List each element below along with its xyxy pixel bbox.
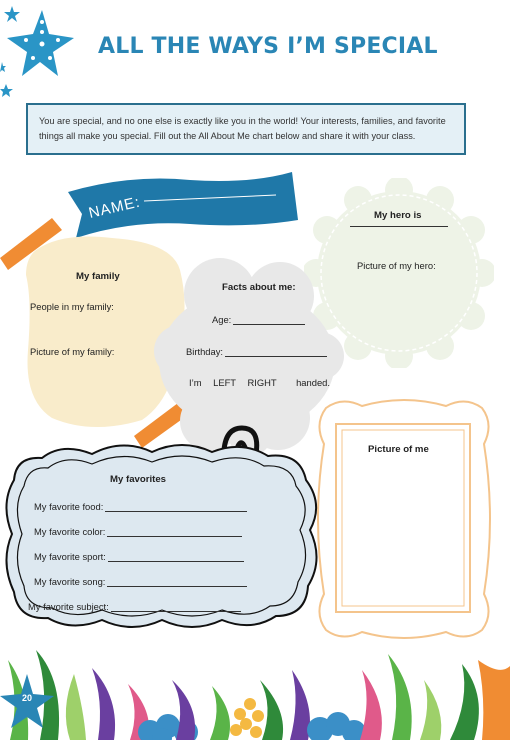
page-title: ALL THE WAYS I’M SPECIAL bbox=[98, 34, 438, 59]
small-star-icon bbox=[0, 62, 6, 72]
food-line[interactable] bbox=[105, 511, 247, 512]
hero-picture-label: Picture of my hero: bbox=[357, 260, 436, 271]
family-picture-label: Picture of my family: bbox=[30, 346, 115, 357]
hero-heading: My hero is bbox=[374, 210, 422, 221]
name-label: NAME: bbox=[87, 193, 143, 222]
facts-age-label: Age: bbox=[212, 314, 305, 325]
starfish-decoration bbox=[0, 0, 90, 100]
color-line[interactable] bbox=[107, 536, 242, 537]
tape-decoration bbox=[0, 212, 70, 272]
seaweed-decoration bbox=[0, 640, 510, 740]
age-line[interactable] bbox=[233, 324, 305, 325]
favorites-heading: My favorites bbox=[110, 474, 166, 485]
picture-of-me-label: Picture of me bbox=[368, 444, 429, 455]
sport-line[interactable] bbox=[108, 561, 244, 562]
family-people-label: People in my family: bbox=[30, 301, 114, 312]
favorite-food-row: My favorite food: bbox=[34, 501, 247, 512]
starfish-icon bbox=[7, 10, 74, 76]
page-number: 20 bbox=[21, 693, 32, 703]
favorite-song-row: My favorite song: bbox=[34, 576, 247, 587]
favorite-color-row: My favorite color: bbox=[34, 526, 242, 537]
picture-frame bbox=[312, 394, 496, 644]
small-star-icon bbox=[0, 84, 13, 97]
subject-line[interactable] bbox=[111, 611, 241, 612]
left-option[interactable]: LEFT bbox=[213, 377, 236, 388]
family-heading: My family bbox=[76, 271, 120, 282]
small-star-icon bbox=[4, 6, 20, 22]
birthday-line[interactable] bbox=[225, 356, 327, 357]
favorite-subject-row: My favorite subject: bbox=[28, 601, 241, 612]
facts-hand-row: I’m LEFT RIGHT handed. bbox=[189, 377, 330, 388]
facts-heading: Facts about me: bbox=[222, 282, 296, 293]
intro-box: You are special, and no one else is exactly like you in the world! Your interests, families, and favorite things all make you special. Fill out the All About Me chart below and share it with your class. bbox=[26, 103, 466, 155]
facts-birthday-label: Birthday: bbox=[186, 346, 327, 357]
song-line[interactable] bbox=[107, 586, 247, 587]
hero-name-line[interactable] bbox=[350, 226, 448, 227]
right-option[interactable]: RIGHT bbox=[247, 377, 277, 388]
favorite-sport-row: My favorite sport: bbox=[34, 551, 244, 562]
